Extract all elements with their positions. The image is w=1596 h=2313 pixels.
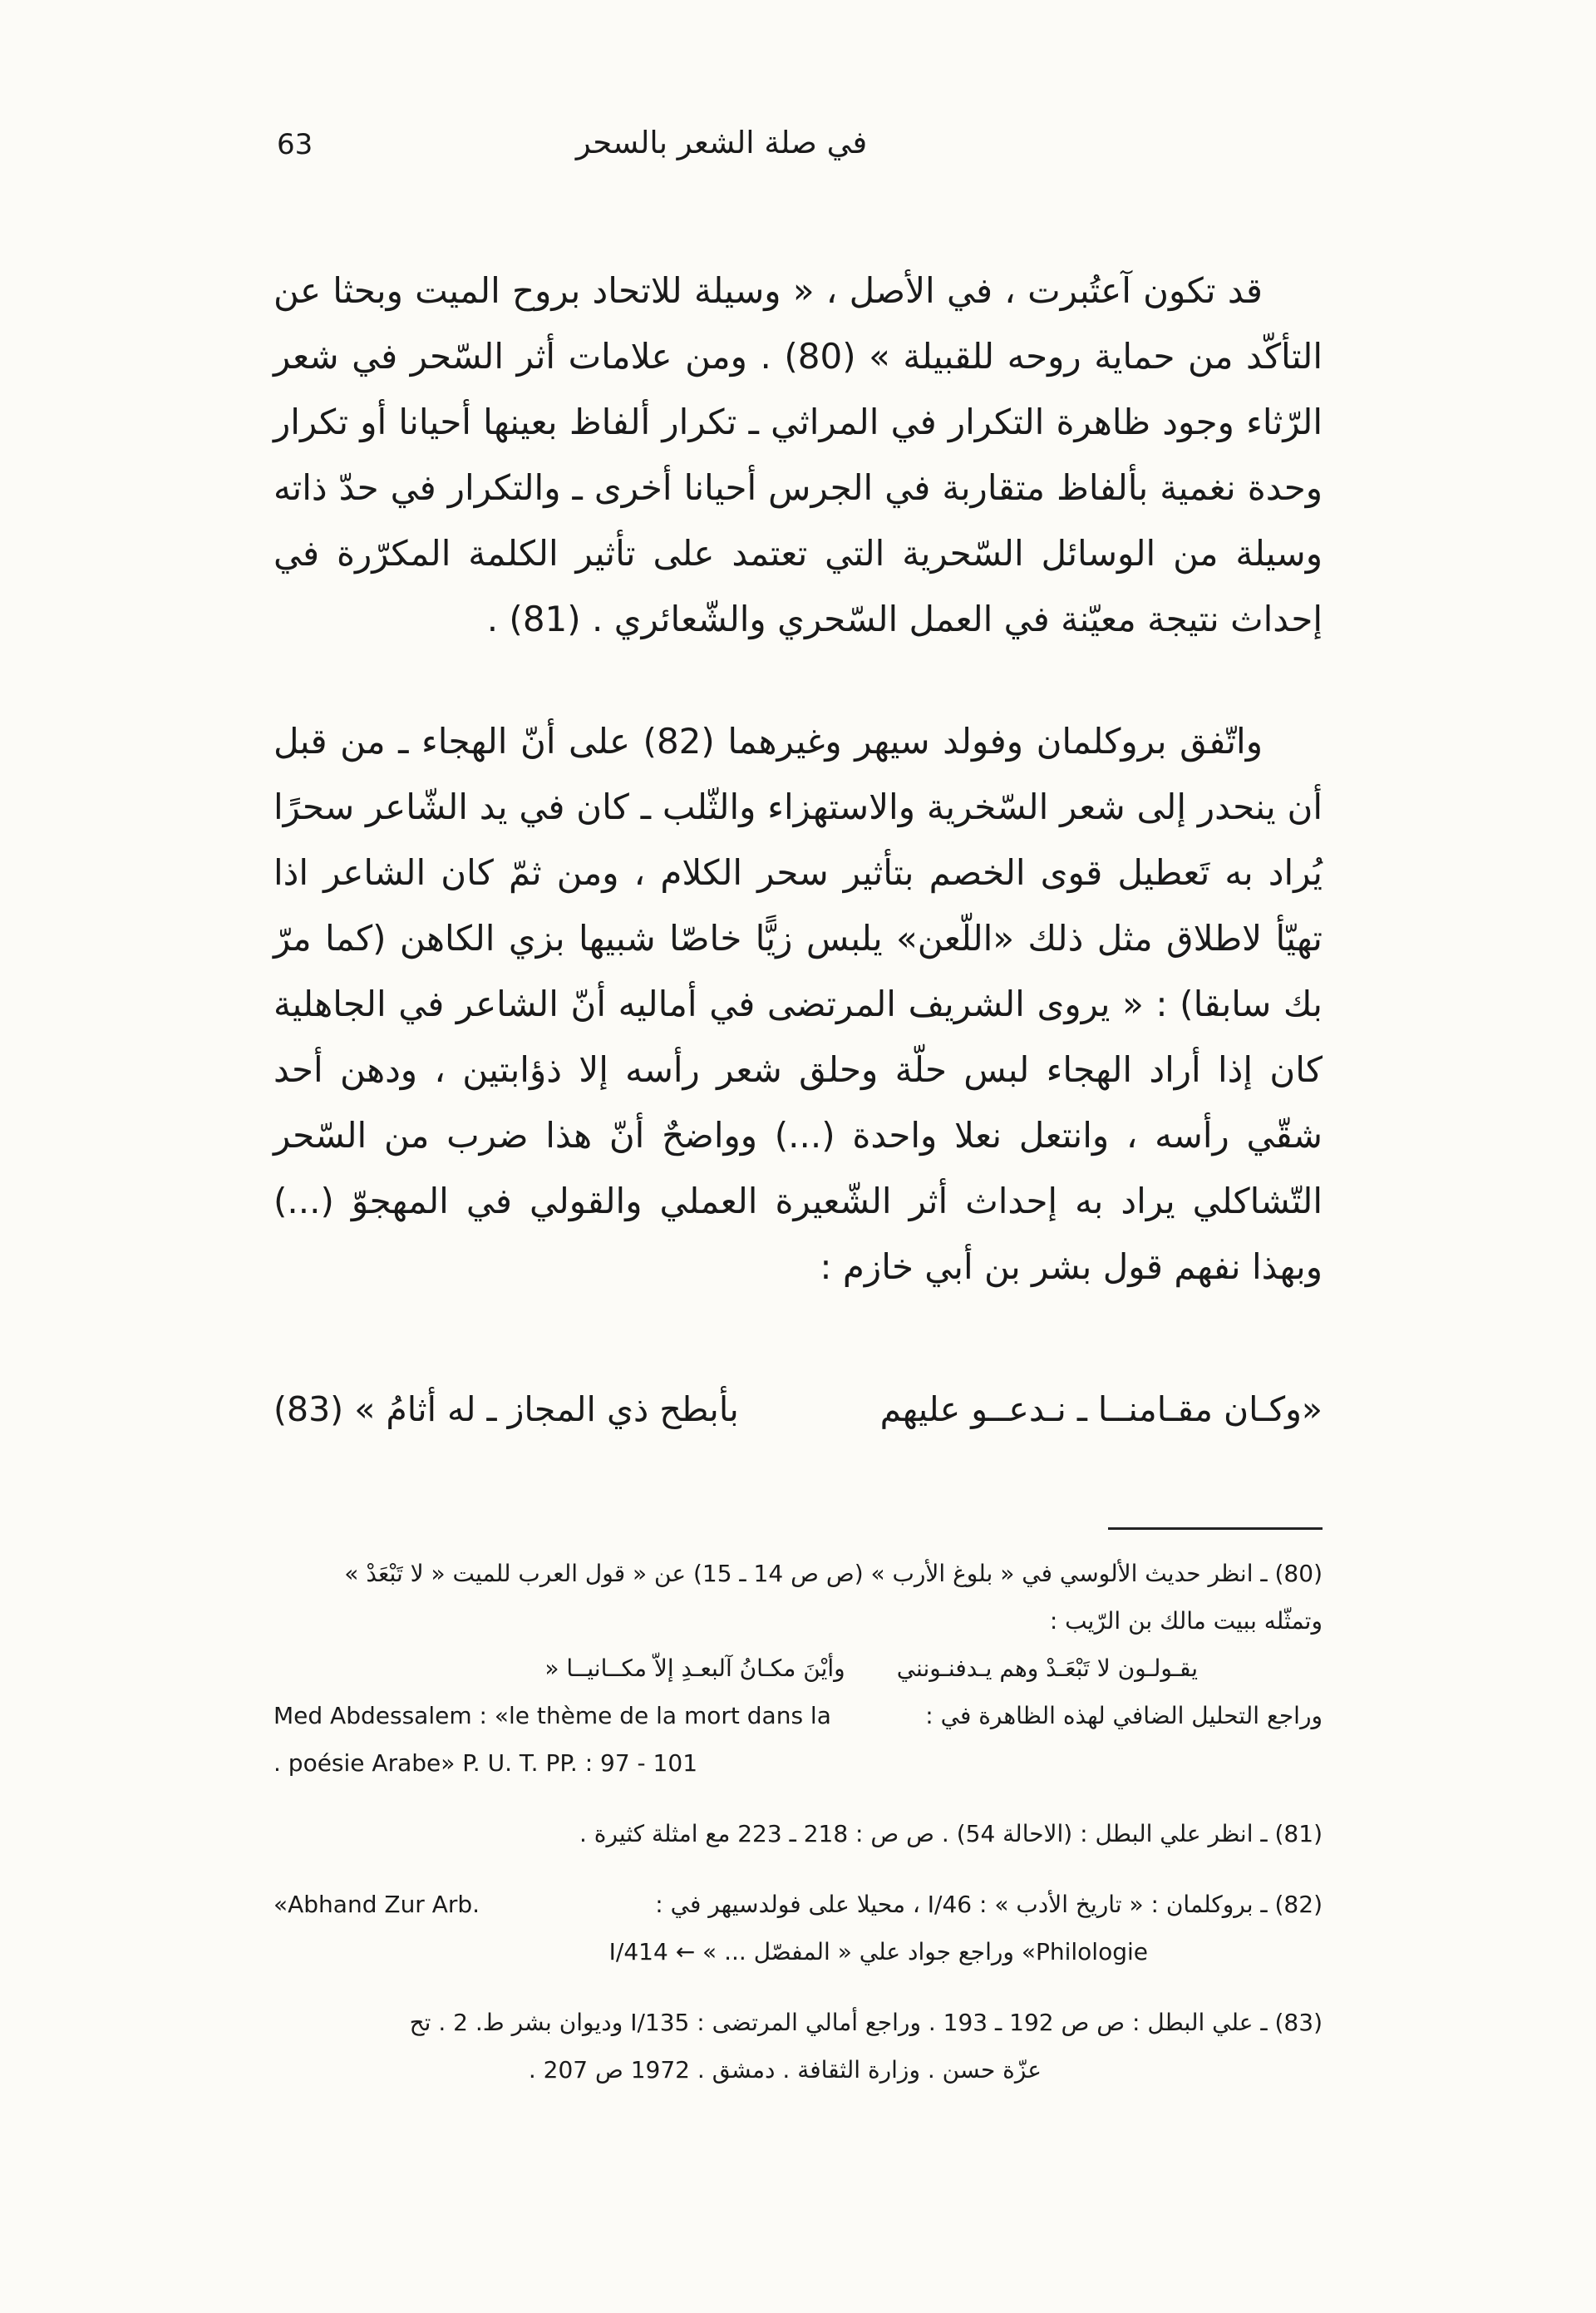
footnote-80: [273, 1550, 1323, 1787]
footnotes-section: [273, 1550, 1323, 2094]
page-header: [273, 125, 1323, 171]
footnote-82-arabic: (82) ـ بروكلمان : « تاريخ الأدب » : 46/I ، محيلا على فولدسيهر في :: [655, 1891, 1323, 1918]
footnote-82: [273, 1881, 1323, 1975]
footnote-80-ref-latin-continued: . poésie Arabe» P. U. T. PP. : 97 - 101: [273, 1749, 698, 1777]
footnote-82-line-1: [273, 1881, 1323, 1928]
page-content: [273, 0, 1323, 2094]
footnote-80-verse-left: وأيْنَ مكـانُ آلبعـدِ إلاّ مكــانيــا «: [544, 1655, 845, 1682]
footnote-80-ref-latin: Med Abdessalem : «le thème de la mort dans la: [273, 1702, 831, 1729]
footnote-separator: [1108, 1527, 1323, 1530]
footnote-80-verse-right: يقـولـون لا تَبْعَـدْ وهم يـدفنـونني: [896, 1655, 1198, 1682]
footnote-83-line-1: (83) ـ علي البطل : ص ص 192 ـ 193 . وراجع أمالي المرتضى : 135/I وديوان بشر ط. 2 . تح: [409, 2009, 1323, 2036]
footnote-80-verse: [273, 1645, 1323, 1692]
footnote-81: [273, 1810, 1323, 1857]
footnote-80-reference-line: [273, 1692, 1323, 1739]
footnote-80-line-2: وتمثّله ببيت مالك بن الرّيب :: [1049, 1607, 1323, 1635]
footnote-81-line-1: (81) ـ انظر علي البطل : (الاحالة 54) . ص ص : 218 ـ 223 مع امثلة كثيرة .: [579, 1820, 1323, 1847]
page-number: 63: [277, 128, 313, 161]
page-title: في صلة الشعر بالسحر: [575, 125, 868, 160]
footnote-83-line-2: عزّة حسن . وزارة الثقافة . دمشق . 1972 ص 207 .: [528, 2056, 1042, 2084]
body-paragraph-2: واتّفق بروكلمان وفولد سيهر وغيرهما (82) على أنّ الهجاء ـ من قبل أن ينحدر إلى شعر السّخرية والاستهزاء والثّلب ـ كان في يد الشّاعر سحرًا يُراد به تَعطيل قوى الخصم بتأثير سحر الكلام ، ومن ثمّ كان الشاعر اذا تهيّأ لاطلاق مثل ذلك «اللّعن» يلبس زيًّا خاصّا شبيها بزي الكاهن (كما مرّ بك سابقا) : « يروى الشريف المرتضى في أماليه أنّ الشاعر في الجاهلية كان إذا أراد الهجاء لبس حلّة وحلق شعر رأسه إلا ذؤابتين ، ودهن أحد شقّي رأسه ، وانتعل نعلا واحدة (...) وواضحٌ أنّ هذا ضرب من السّحر التّشاكلي يراد به إحداث أثر الشّعيرة العملي والقولي في المهجوّ (...) وبهذا نفهم قول بشر بن أبي خازم :: [273, 721, 1323, 1287]
verse-line: [273, 1389, 1323, 1429]
body-paragraph-1: قد تكون آعتُبرت ، في الأصل ، « وسيلة للاتحاد بروح الميت وبحثا عن التأكّد من حماية روحه للقبيلة » (80) . ومن علامات أثر السّحر في شعر الرّثاء وجود ظاهرة التكرار في المراثي ـ تكرار ألفاظ بعينها أحيانا أو تكرار وحدة نغمية بألفاظ متقاربة في الجرس أحيانا أخرى ـ والتكرار في حدّ ذاته وسيلة من الوسائل السّحرية التي تعتمد على تأثير الكلمة المكرّرة في إحداث نتيجة معيّنة في العمل السّحري والشّعائري . (81) .: [273, 270, 1323, 639]
verse-hemistich-right: «وكـان مقـامنــا ـ نـدعــو عليهم: [879, 1389, 1323, 1429]
footnote-80-line-1: (80) ـ انظر حديث الألوسي في « بلوغ الأرب » (ص ص 14 ـ 15) عن « قول العرب للميت « لا تَبْعَدْ »: [344, 1560, 1323, 1587]
verse-hemistich-left: بأبطح ذي المجاز ـ له أثامُ » (83): [273, 1389, 739, 1429]
footnote-80-ref-arabic: وراجع التحليل الضافي لهذه الظاهرة في :: [925, 1702, 1323, 1729]
footnote-82-line-2: Philologie» وراجع جواد علي « المفصّل ... » ← 414/I: [608, 1938, 1148, 1965]
footnote-83: [273, 1999, 1323, 2094]
footnote-82-latin: «Abhand Zur Arb.: [273, 1891, 480, 1918]
